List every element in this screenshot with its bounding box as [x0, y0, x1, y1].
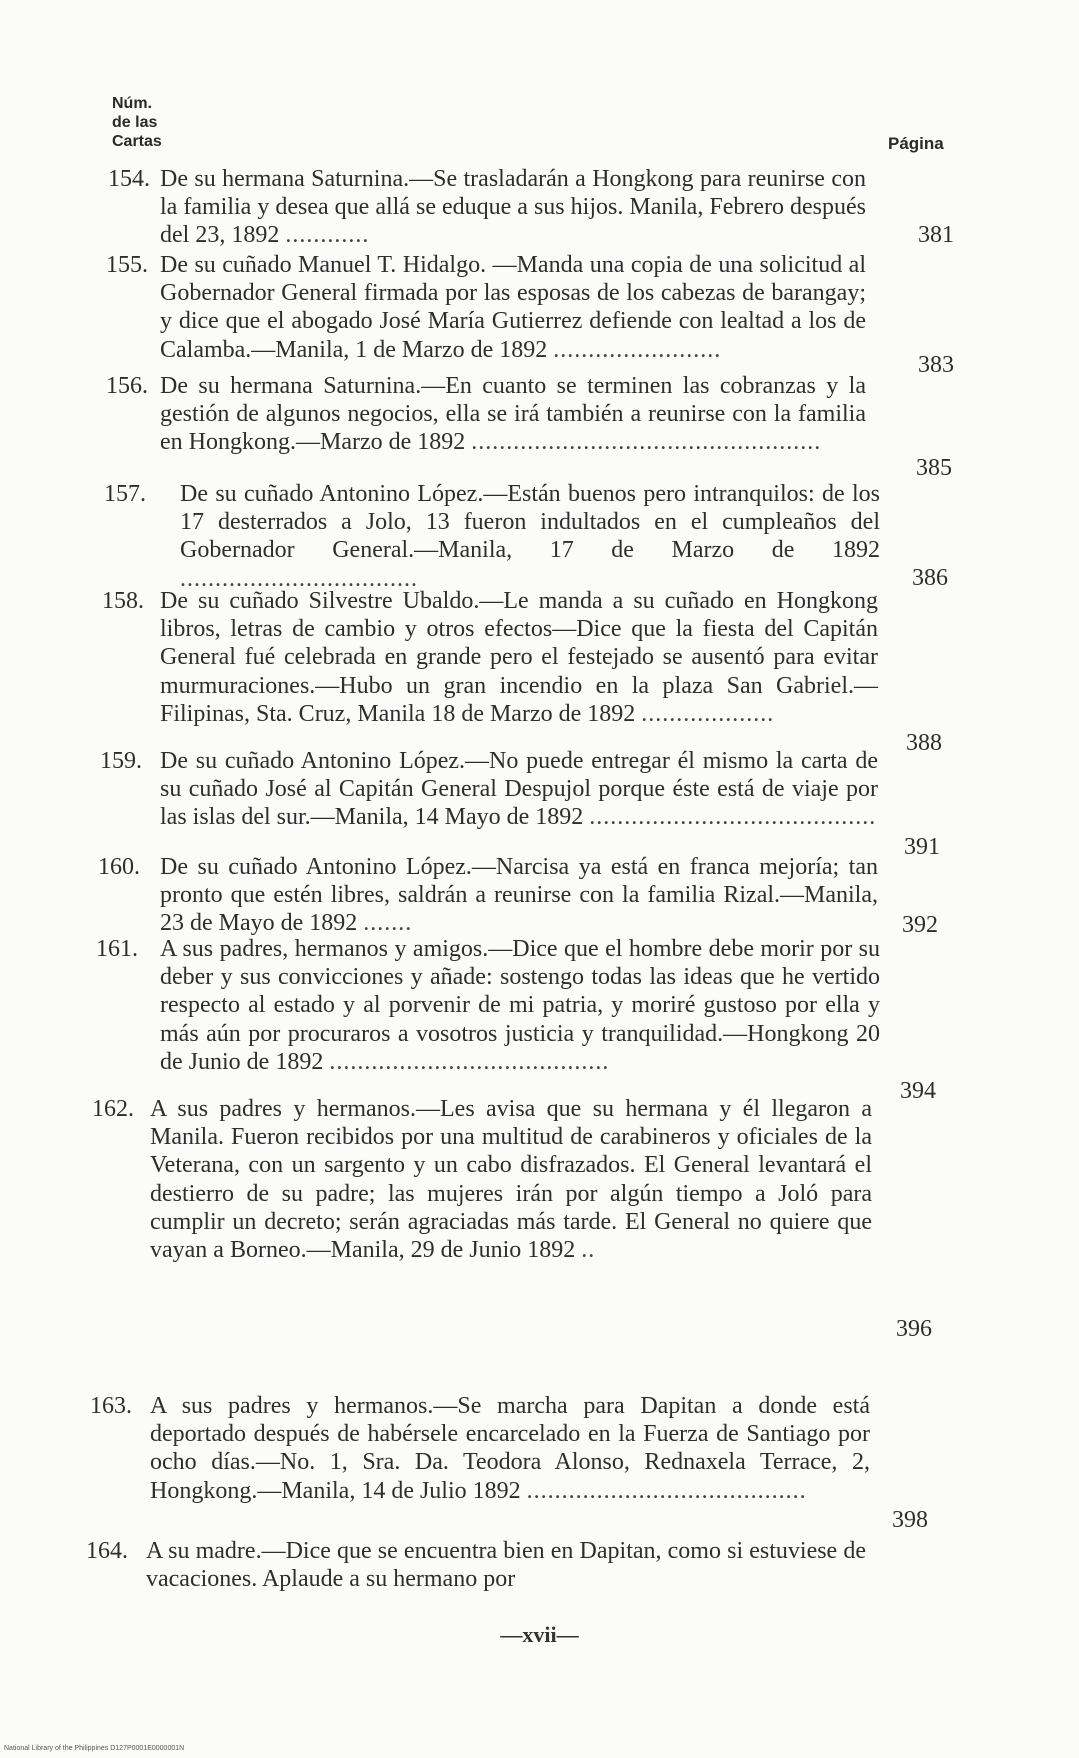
page-number: 394	[900, 1078, 936, 1104]
entry-number: 162.	[92, 1096, 134, 1122]
entry-description: A su madre.—Dice que se encuentra bien en Dapitan, como si estuviese de vacaciones. Aplaude a su hermano por	[146, 1538, 866, 1593]
dot-leader: .........................................	[589, 804, 877, 831]
entry-number: 164.	[86, 1538, 128, 1564]
dot-leader: ............	[285, 222, 370, 249]
dot-leader: ..................................	[180, 565, 418, 592]
entry-number: 157.	[104, 481, 146, 507]
entry-description: De su cuñado Antonino López.—Narcisa ya está en franca mejoría; tan pronto que estén libres, saldrán a reunirse con la familia Rizal.—Manila, 23 de Mayo de 1892	[160, 854, 878, 937]
dot-leader: ...................	[641, 700, 775, 727]
page-number: 386	[912, 565, 948, 591]
column-header-page: Página	[888, 134, 944, 153]
header-line: de las	[112, 114, 158, 131]
entry-number: 163.	[90, 1393, 132, 1419]
entry-text	[180, 480, 880, 593]
entry-description: A sus padres y hermanos.—Les avisa que su hermana y él llegaron a Manila. Fueron recibidos por una multitud de carabineros y oficiales de la Veterana, con un sargento y un cabo disfrazados. El General levantará el destierro de su padre; las mujeres irán por algún tiempo a Joló para cumplir un decreto; serán agraciadas más tarde. El General no quiere que vayan a Borneo.—Manila, 29 de Junio 1892	[150, 1096, 872, 1264]
dot-leader: ........................................	[329, 1048, 610, 1075]
entry-text	[160, 165, 866, 250]
entry-text	[160, 372, 866, 457]
page-number: 391	[904, 834, 940, 860]
entry-text	[160, 251, 866, 364]
header-line: Núm.	[112, 95, 152, 112]
entry-number: 156.	[106, 373, 148, 399]
page-number: 381	[918, 222, 954, 248]
entry-text	[160, 853, 878, 938]
entry-number: 155.	[106, 252, 148, 278]
entry-number: 159.	[100, 748, 142, 774]
page-number: 392	[902, 912, 938, 938]
entry-description: De su cuñado Silvestre Ubaldo.—Le manda a su cuñado en Hongkong libros, letras de cambio y otros efectos—Dice que la fiesta del Capitán General fué celebrada en grande pero el festejado se ausentó para evitar murmuraciones.—Hubo un gran incendio en la plaza San Gabriel.—Filipinas, Sta. Cruz, Manila 18 de Marzo de 1892	[160, 588, 878, 727]
entry-text	[150, 1095, 872, 1264]
header-line: Cartas	[112, 133, 162, 150]
entry-text	[160, 587, 878, 728]
entry-text	[150, 1392, 870, 1505]
entry-number: 154.	[108, 166, 150, 192]
entry-description: De su cuñado Antonino López.—Están buenos pero intranquilos: de los 17 desterrados a Jolo, 13 fueron indultados en el cumpleaños del Gobernador General.—Manila, 17 de Marzo de 1892	[180, 481, 880, 564]
dot-leader: ........................	[553, 336, 722, 363]
entry-number: 161.	[96, 936, 138, 962]
entry-description: De su cuñado Antonino López.—No puede entregar él mismo la carta de su cuñado José al Capitán General Despujol porque éste está de viaje por las islas del sur.—Manila, 14 Mayo de 1892	[160, 748, 878, 831]
entry-number: 160.	[98, 854, 140, 880]
entry-description: A sus padres, hermanos y amigos.—Dice que el hombre debe morir por su deber y sus convicciones y añade: sostengo todas las ideas que he vertido respecto al estado y al porvenir de mi patria, y moriré gustoso por ella y más aún por procuraros a vosotros justicia y tranquilidad.—Hongkong 20 de Junio de 1892	[160, 936, 880, 1075]
page-number: 383	[918, 352, 954, 378]
page-number: 398	[892, 1507, 928, 1533]
roman-page-number: —xvii—	[500, 1622, 579, 1647]
entry-number: 158.	[102, 588, 144, 614]
scan-credit: National Library of the Philippines D127P0001E0000001N	[4, 1745, 185, 1752]
dot-leader: ..	[581, 1237, 596, 1264]
entry-description: De su hermana Saturnina.—Se trasladarán a Hongkong para reunirse con la familia y desea que allá se eduque a sus hijos. Manila, Febrero después del 23, 1892	[160, 166, 866, 249]
page-number: 388	[906, 730, 942, 756]
page-number: 385	[916, 455, 952, 481]
dot-leader: .......	[363, 910, 413, 937]
page-number: 396	[896, 1316, 932, 1342]
entry-description: De su hermana Saturnina.—En cuanto se terminen las cobranzas y la gestión de algunos negocios, ella se irá también a reunirse con la familia en Hongkong.—Marzo de 1892	[160, 373, 866, 456]
entry-description: A sus padres y hermanos.—Se marcha para Dapitan a donde está deportado después de habérsele encarcelado en la Fuerza de Santiago por ocho días.—No. 1, Sra. Da. Teodora Alonso, Rednaxela Terrace, 2, Hongkong.—Manila, 14 de Julio 1892	[150, 1393, 870, 1504]
entry-text	[160, 747, 878, 832]
dot-leader: ..................................................	[471, 429, 822, 456]
dot-leader: ........................................	[526, 1477, 807, 1504]
entry-description: De su cuñado Manuel T. Hidalgo. —Manda una copia de una solicitud al Gobernador General firmada por las esposas de los cabezas de barangay; y dice que el abogado José María Gutierrez defiende con lealtad a los de Calamba.—Manila, 1 de Marzo de 1892	[160, 252, 866, 363]
entry-text	[160, 935, 880, 1076]
entry-text	[146, 1537, 866, 1593]
